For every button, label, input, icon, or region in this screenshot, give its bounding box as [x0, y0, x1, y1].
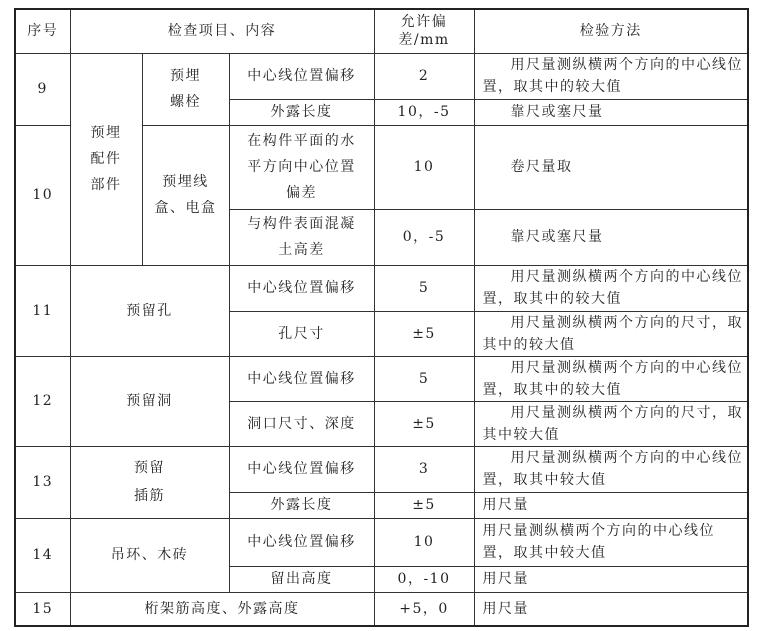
- check-item: 中心线位置偏移: [229, 518, 374, 566]
- sub-item-label-text: 预埋线盒、电盒: [154, 174, 217, 216]
- inspection-method: 用尺量测纵横两个方向的中心线位置，取其中的较大值: [474, 53, 748, 99]
- check-item-text: 在构件平面的水平方向中心位置偏差: [247, 133, 356, 201]
- tolerance-value: ±5: [374, 311, 474, 356]
- tolerance-value: 3: [374, 446, 474, 492]
- check-item: 中心线位置偏移: [229, 356, 374, 401]
- inspection-method: 靠尺或塞尺量: [474, 99, 748, 125]
- tolerance-value: 10，-5: [374, 99, 474, 125]
- tolerance-value: +5，0: [374, 592, 474, 626]
- header-tolerance-text: 允许偏差/mm: [398, 14, 450, 49]
- group-label: [70, 53, 142, 265]
- table-row: [15, 592, 748, 626]
- header-tolerance: [374, 9, 474, 53]
- inspection-method: 用尺量测纵横两个方向的中心线位置，取其中的较大值: [474, 356, 748, 401]
- tolerance-value: 5: [374, 356, 474, 401]
- table-row: [15, 446, 748, 492]
- tolerance-value: ±5: [374, 401, 474, 446]
- row-number: 13: [15, 446, 70, 518]
- item-label: 吊环、木砖: [70, 518, 229, 592]
- item-label-text: 预留插筋: [134, 460, 165, 504]
- inspection-method: 卷尺量取: [474, 125, 748, 209]
- check-item: 外露长度: [229, 99, 374, 125]
- tolerance-value: 0，-5: [374, 209, 474, 265]
- check-item: 中心线位置偏移: [229, 446, 374, 492]
- table-row: [15, 53, 748, 99]
- sub-item-label: [142, 53, 229, 125]
- tolerance-value: 2: [374, 53, 474, 99]
- inspection-method: 用尺量: [474, 592, 748, 626]
- inspection-method: 用尺量测纵横两个方向的尺寸，取其中较大值: [474, 401, 748, 446]
- inspection-table: [14, 8, 749, 627]
- group-label-text: 预埋配件部件: [90, 125, 122, 193]
- table-row: [15, 356, 748, 401]
- row-number: 14: [15, 518, 70, 592]
- inspection-method: 用尺量: [474, 492, 748, 518]
- item-label: 桁架筋高度、外露高度: [70, 592, 374, 626]
- tolerance-value: 10: [374, 125, 474, 209]
- row-number: 10: [15, 125, 70, 265]
- item-label: [70, 446, 229, 518]
- check-item: 中心线位置偏移: [229, 53, 374, 99]
- inspection-method: 用尺量: [474, 566, 748, 592]
- header-method: 检验方法: [474, 9, 748, 53]
- tolerance-value: 5: [374, 265, 474, 311]
- check-item: 留出高度: [229, 566, 374, 592]
- check-item: [229, 209, 374, 265]
- item-label: 预留孔: [70, 265, 229, 356]
- inspection-method: 用尺量测纵横两个方向的中心线位置，取其中较大值: [474, 518, 748, 566]
- sub-item-label: [142, 125, 229, 265]
- inspection-method: 用尺量测纵横两个方向的中心线位置，取其中的较大值: [474, 265, 748, 311]
- check-item: 洞口尺寸、深度: [229, 401, 374, 446]
- inspection-method: 用尺量测纵横两个方向的尺寸，取其中的较大值: [474, 311, 748, 356]
- inspection-table-page: [14, 8, 749, 627]
- header-no: 序号: [15, 9, 70, 53]
- row-number: 9: [15, 53, 70, 125]
- header-item: 检查项目、内容: [70, 9, 374, 53]
- sub-item-label-text: 预埋螺栓: [170, 68, 201, 110]
- tolerance-value: 0，-10: [374, 566, 474, 592]
- inspection-method: 用尺量测纵横两个方向的中心线位置，取其中较大值: [474, 446, 748, 492]
- inspection-method: 靠尺或塞尺量: [474, 209, 748, 265]
- table-row: [15, 518, 748, 566]
- row-number: 12: [15, 356, 70, 446]
- header-row: [15, 9, 748, 53]
- check-item: 外露长度: [229, 492, 374, 518]
- check-item-text: 与构件表面混凝土高差: [247, 216, 356, 258]
- check-item: 孔尺寸: [229, 311, 374, 356]
- table-row: [15, 265, 748, 311]
- row-number: 15: [15, 592, 70, 626]
- tolerance-value: 10: [374, 518, 474, 566]
- check-item: 中心线位置偏移: [229, 265, 374, 311]
- item-label: 预留洞: [70, 356, 229, 446]
- row-number: 11: [15, 265, 70, 356]
- check-item: [229, 125, 374, 209]
- tolerance-value: ±5: [374, 492, 474, 518]
